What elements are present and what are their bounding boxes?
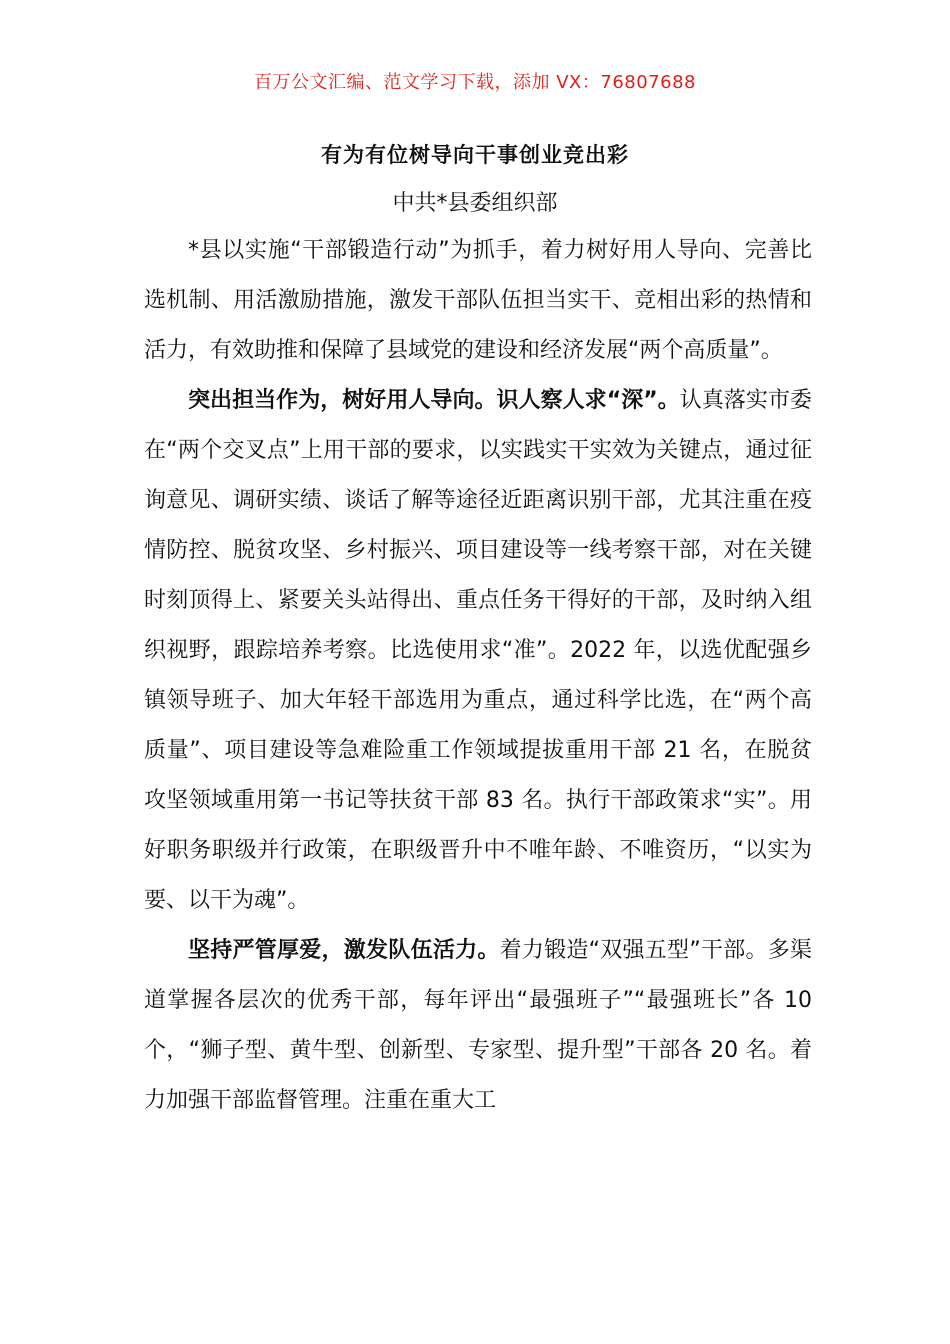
paragraph-intro xyxy=(144,226,812,376)
paragraph-section-1 xyxy=(144,376,812,926)
paragraph-text: 认真落实市委在“两个交叉点”上用干部的要求，以实践实干实效为关键点，通过征询意见、调研实绩、谈话了解等途径近距离识别干部，尤其注重在疫情防控、脱贫攻坚、乡村振兴、项目建设等一线考察干部，对在关键时刻顶得上、紧要关头站得出、重点任务干得好的干部，及时纳入组织视野，跟踪培养考察。比选使用求“准”。2022 年，以选优配强乡镇领导班子、加大年轻干部选用为重点，通过科学比选，在“两个高质量”、项目建设等急难险重工作领域提拔重用干部 21 名，在脱贫攻坚领域重用第一书记等扶贫干部 83 名。执行干部政策求“实”。用好职务职级并行政策，在职级晋升中不唯年龄、不唯资历，“以实为要、以干为魂”。 xyxy=(144,388,812,913)
paragraph-section-2 xyxy=(144,926,812,1126)
document-body xyxy=(144,226,812,1126)
watermark-header-note: 百万公文汇编、范文学习下载，添加 VX：76807688 xyxy=(254,72,696,93)
paragraph-heading: 突出担当作为，树好用人导向。识人察人求“深”。 xyxy=(188,388,680,413)
document-title: 有为有位树导向干事创业竞出彩 xyxy=(321,143,629,167)
paragraph-text: 着力锻造“双强五型”干部。多渠道掌握各层次的优秀干部，每年评出“最强班子”“最强班长”各 10 个，“狮子型、黄牛型、创新型、专家型、提升型”干部各 20 名。着力加强干部监督管理。注重在重大工 xyxy=(144,938,812,1113)
paragraph-heading: 坚持严管厚爱，激发队伍活力。 xyxy=(188,938,500,963)
paragraph-text: *县以实施“干部锻造行动”为抓手，着力树好用人导向、完善比选机制、用活激励措施，激发干部队伍担当实干、竞相出彩的热情和活力，有效助推和保障了县域党的建设和经济发展“两个高质量”。 xyxy=(144,238,812,363)
document-author: 中共*县委组织部 xyxy=(392,191,558,216)
